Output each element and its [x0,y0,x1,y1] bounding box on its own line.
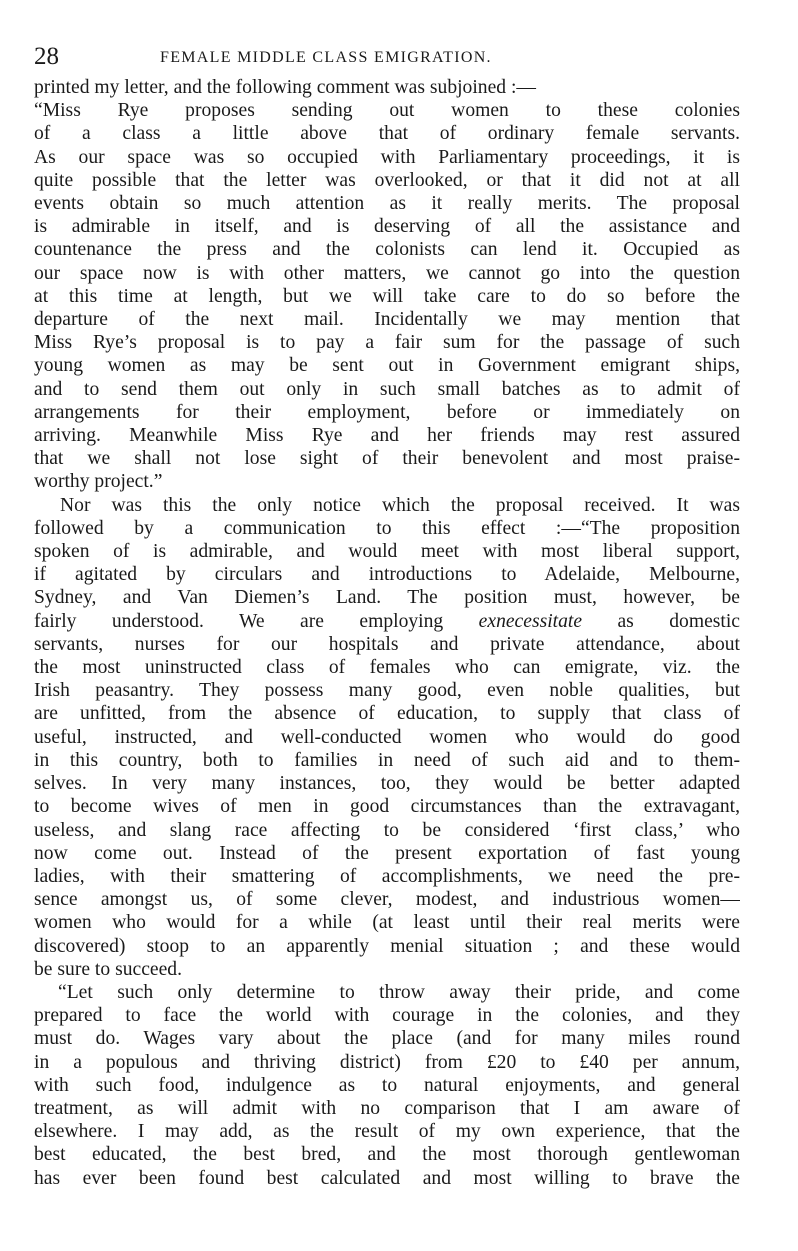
text-line: our space now is with other matters, we cannot go into the question [34,262,740,284]
text-line: sence amongst us, of some clever, modest, and industrious women— [34,889,740,911]
text-line: women who would for a while (at least until their real merits were [34,912,740,934]
text-line: Irish peasantry. They possess many good, even noble qualities, but [34,680,740,702]
text-line: best educated, the best bred, and the most thorough gentlewoman [34,1144,740,1166]
text-line: with such food, indulgence as to natural enjoyments, and general [34,1074,740,1096]
text-line: now come out. Instead of the present exportation of fast young [34,842,740,864]
italic-term: exnecessitate [478,610,583,632]
text-line: arrangements for their employment, before or immediately on [34,401,740,423]
text-line: “Miss Rye proposes sending out women to these colonies [34,100,740,122]
text-line: are unfitted, from the absence of education, to supply that class of [34,703,740,725]
running-title: FEMALE MIDDLE CLASS EMIGRATION. [160,49,492,66]
body-text [34,76,740,1190]
page-number: 28 [34,43,59,70]
text-line: As our space was so occupied with Parliamentary proceedings, it is [34,146,740,168]
text-line: discovered) stoop to an apparently menial situation ; and these would [34,935,740,957]
text-line: useful, instructed, and well-conducted women who would do good [34,726,740,748]
text-line: “Let such only determine to throw away their pride, and come [58,981,740,1003]
text-line: followed by a communication to this effect :—“The proposition [34,517,740,539]
text-line: in this country, both to families in need of such aid and to them- [34,749,740,771]
text-line: has ever been found best calculated and most willing to brave the [34,1167,740,1189]
text-line: and to send them out only in such small batches as to admit of [34,378,740,400]
text-line: Sydney, and Van Diemen’s Land. The position must, however, be [34,587,740,609]
text-line: elsewhere. I may add, as the result of my own experience, that the [34,1121,740,1143]
text-line: servants, nurses for our hospitals and private attendance, about [34,633,740,655]
text-line: in a populous and thriving district) from £20 to £40 per annum, [34,1051,740,1073]
text-line: selves. In very many instances, too, they would be better adapted [34,773,740,795]
text-line: if agitated by circulars and introductions to Adelaide, Melbourne, [34,564,740,586]
text-line: departure of the next mail. Incidentally we may mention that [34,309,740,331]
document-page [34,42,740,1190]
text-line: of a class a little above that of ordinary female servants. [34,123,740,145]
text-line: useless, and slang race affecting to be considered ‘first class,’ who [34,819,740,841]
text-line: Nor was this the only notice which the proposal received. It was [60,494,740,516]
text-line: printed my letter, and the following comment was subjoined :— [34,77,537,98]
text-line: fairly understood. We are employing exnecessitate as domestic [34,610,740,632]
text-line: must do. Wages vary about the place (and for many miles round [34,1028,740,1050]
text-line: is admirable in itself, and is deserving of all the assistance and [34,216,740,238]
text-line: Miss Rye’s proposal is to pay a fair sum for the passage of such [34,332,740,354]
running-header [34,42,740,76]
text-line: quite possible that the letter was overlooked, or that it did not at all [34,169,740,191]
text-line: that we shall not lose sight of their benevolent and most praise- [34,448,740,470]
text-line: prepared to face the world with courage in the colonies, and they [34,1005,740,1027]
text-line: treatment, as will admit with no comparison that I am aware of [34,1097,740,1119]
text-line: arriving. Meanwhile Miss Rye and her friends may rest assured [34,425,740,447]
text-line: worthy project.” [34,471,163,493]
text-line: ladies, with their smattering of accomplishments, we need the pre- [34,865,740,887]
text-line: at this time at length, but we will take care to do so before the [34,285,740,307]
text-line: young women as may be sent out in Government emigrant ships, [34,355,740,377]
text-line: the most uninstructed class of females who can emigrate, viz. the [34,657,740,679]
text-line: countenance the press and the colonists can lend it. Occupied as [34,239,740,261]
text-line: be sure to succeed. [34,958,182,980]
text-line: spoken of is admirable, and would meet with most liberal support, [34,541,740,563]
text-line: to become wives of men in good circumstances than the extravagant, [34,796,740,818]
text-line: events obtain so much attention as it really merits. The proposal [34,193,740,215]
